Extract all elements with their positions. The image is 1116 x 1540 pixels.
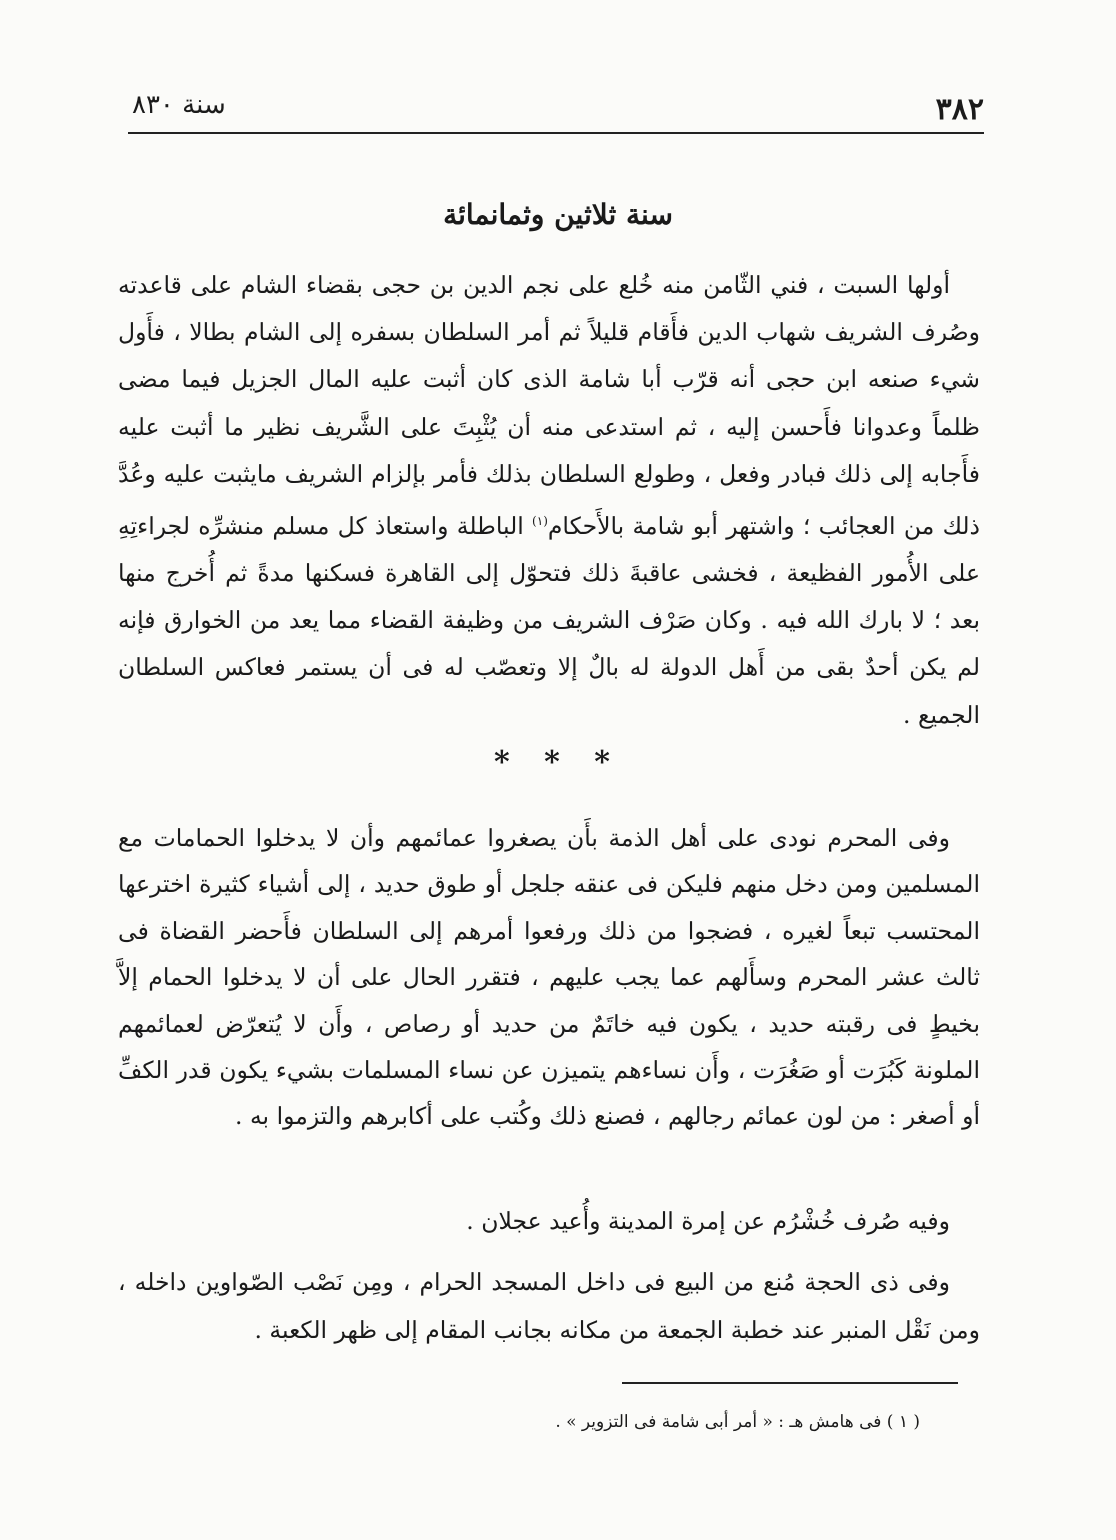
page-header [128,88,984,134]
paragraph-4-text: وفى ذى الحجة مُنع من البيع فى داخل المسجد الحرام ، ومِن نَصْب الصّواوين داخله ، ومن نَقْل المنبر عند خطبة الجمعة من مكانه بجانب المقام إلى ظهر الكعبة . [118,1268,980,1344]
chapter-title: سنة ثلاثين وثمانمائة [443,198,673,231]
footnote-marker[interactable]: (١) [532,514,548,529]
footnote-rule [622,1382,958,1384]
paragraph-3-text: وفيه صُرف خُشْرُم عن إمرة المدينة وأُعيد عجلان . [466,1207,950,1235]
paragraph-1-text: أولها السبت ، فني الثّامن منه خُلع على نجم الدين بن حجى بقضاء الشام على قاعدته وصُرف الشريف شهاب الدين فأَقام قليلاً ثم أمر السلطان بسفره إلى الشام بطالا ، فأَول شيء صنعه ابن حجى أنه قرّب أبا شامة الذى كان أثبت عليه المال الجزيل فيما مضى ظلماً وعدوانا فأَحسن إليه ، ثم استدعى منه أن يُثْبِتَ على الشَّريف نظير ما أثبت عليه فأَجابه إلى ذلك فبادر وفعل ، وطولع السلطان بذلك فأمر بإلزام الشريف مايثبت عليه وعُدَّ ذلك من العجائب ؛ واشتهر أبو شامة بالأَحكام [118,271,980,540]
section-separator: * * * [494,745,622,780]
paragraph-3 [118,1198,980,1244]
paragraph-1 [118,262,980,739]
page-number: ٣٨٢ [935,92,984,127]
paragraph-2-text: وفى المحرم نودى على أهل الذمة بأَن يصغروا عمائمهم وأن لا يدخلوا الحمامات مع المسلمين ومن دخل منهم فليكن فى عنقه جلجل أو طوق حديد ، إلى أشياء كثيرة اخترعها المحتسب تبعاً لغيره ، فضجوا من ذلك ورفعوا أمرهم إلى السلطان فأَحضر القضاة فى ثالث عشر المحرم وسأَلهم عما يجب عليهم ، فتقرر الحال على أن لا يدخلوا الحمام إلاَّ بخيطٍ فى رقبته حديد ، يكون فيه خاتَمٌ من حديد أو رصاص ، وأَن لا يُتعرّض لعمائمهم الملونة كَبُرَت أو صَغُرَت ، وأَن نساءهم يتميزن عن نساء المسلمات بشيء يكون قدر الكفِّ أو أصغر : من لون عمائم رجالهم ، فصنع ذلك وكُتب على أكابرهم والتزموا به . [118,824,980,1131]
footnote: ( ١ ) فى هامش هـ : « أمر أبى شامة فى التزوير » . [555,1412,920,1432]
paragraph-4 [118,1258,980,1354]
paragraph-1-continuation: الباطلة واستعاذ كل مسلم منشرِّه لجراءتِهِ على الأُمور الفظيعة ، فخشى عاقبةَ ذلك فتحوّل إلى القاهرة فسكنها مدةً ثم أُخرج منها بعد ؛ لا بارك الله فيه . وكان صَرْف الشريف من وظيفة القضاء مما يعد من الخوارق فإنه لم يكن أحدٌ بقى من أَهل الدولة له بالٌ إلا وتعصّب له فى أن يستمر فعاكس السلطان الجميع . [118,511,980,729]
running-head-year: سنة ٨٣٠ [132,90,226,120]
paragraph-2 [118,815,980,1140]
header-rule [128,132,984,134]
